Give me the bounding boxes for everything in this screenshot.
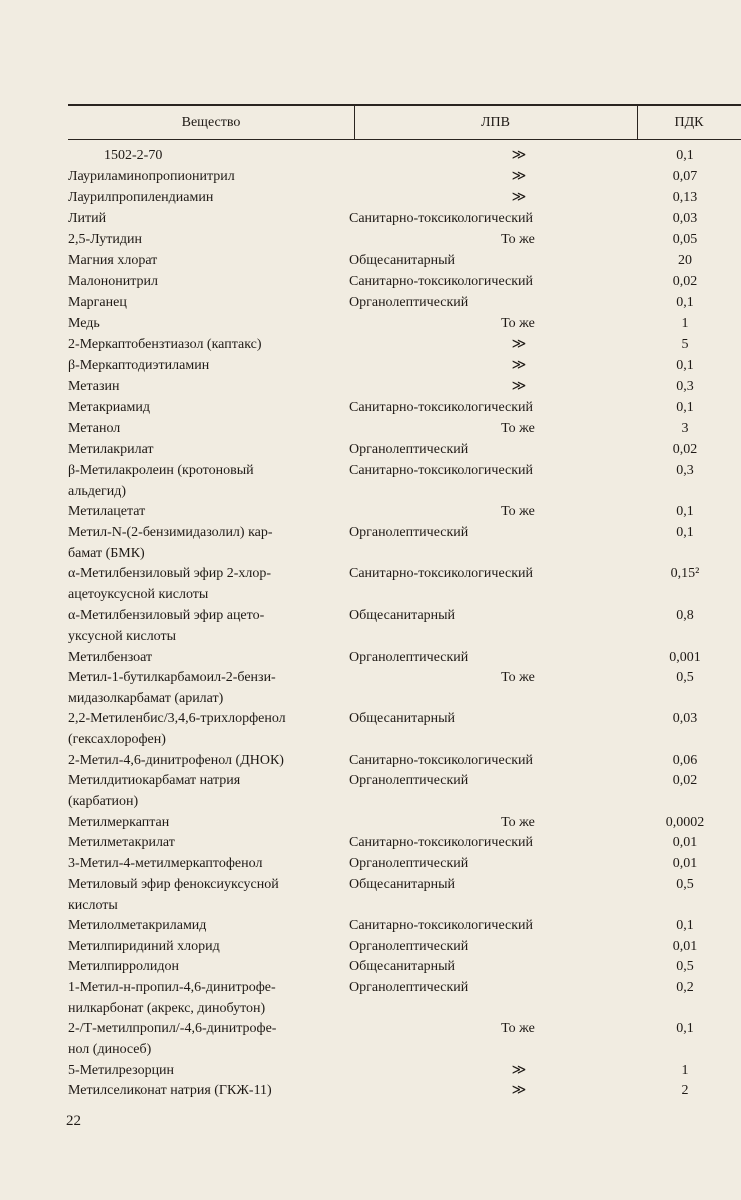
lpv-value: Органолептический (349, 773, 469, 788)
substance-name: Медь (68, 316, 100, 331)
substance-name: мидазолкарбамат (арилат) (68, 691, 224, 706)
pdk-value: 0,001 (669, 650, 701, 665)
substance-name: Метанол (68, 421, 121, 436)
lpv-value: Общесанитарный (349, 959, 456, 974)
lpv-value: ≫ (511, 1083, 527, 1098)
pdk-value: 0,01 (672, 835, 698, 850)
lpv-value: Санитарно-токсикологический (349, 566, 534, 581)
lpv-value: То же (501, 504, 535, 519)
pdk-value: 0,3 (676, 463, 694, 478)
substance-name: Лауриламинопропионитрил (68, 169, 235, 184)
substance-name: Метилселиконат натрия (ГКЖ-11) (68, 1083, 272, 1098)
lpv-value: Органолептический (349, 295, 469, 310)
column-header-lpv: ЛПВ (354, 106, 638, 139)
substance-name: Метилпиридиний хлорид (68, 939, 220, 954)
pdk-value: 0,03 (672, 211, 698, 226)
substance-name: Метилмеркаптан (68, 815, 170, 830)
lpv-value: То же (501, 815, 535, 830)
substance-name: альдегид) (68, 484, 127, 499)
pdk-value: 5 (681, 337, 689, 352)
substance-name: Метилацетат (68, 504, 146, 519)
pdk-value: 0,1 (676, 1021, 694, 1036)
substance-name: Метакриамид (68, 400, 150, 415)
substance-name: бамат (БМК) (68, 546, 145, 561)
lpv-value: Санитарно-токсикологический (349, 753, 534, 768)
lpv-value: То же (501, 1021, 535, 1036)
substance-name: 3-Метил-4-метилмеркаптофенол (68, 856, 263, 871)
pdk-value: 0,02 (672, 274, 698, 289)
pdk-value: 0,8 (676, 608, 694, 623)
pdk-value: 0,03 (672, 711, 698, 726)
substance-name: Метилбензоат (68, 650, 153, 665)
lpv-value: Органолептический (349, 980, 469, 995)
pdk-value: 0,3 (676, 379, 694, 394)
lpv-value: Санитарно-токсикологический (349, 211, 534, 226)
pdk-value: 0,1 (676, 400, 694, 415)
pdk-value: 0,1 (676, 525, 694, 540)
substance-name: 1502-2-70 (104, 148, 163, 163)
substance-name: (гексахлорофен) (68, 732, 166, 747)
substance-name: ацетоуксусной кислоты (68, 587, 209, 602)
substance-name: 5-Метилрезорцин (68, 1063, 175, 1078)
substance-name: 2,2-Метиленбис/3,4,6-трихлорфенол (68, 711, 286, 726)
substance-name: Метилолметакриламид (68, 918, 207, 933)
pdk-value: 0,1 (676, 295, 694, 310)
pdk-value: 20 (678, 253, 692, 268)
lpv-value: ≫ (511, 190, 527, 205)
substance-name: Метилметакрилат (68, 835, 175, 850)
column-header-substance: Вещество (68, 106, 355, 139)
lpv-value: ≫ (511, 337, 527, 352)
lpv-value: ≫ (511, 148, 527, 163)
substance-name: α-Метилбензиловый эфир ацето- (68, 608, 265, 623)
substance-name: Магния хлорат (68, 253, 158, 268)
lpv-value: Органолептический (349, 856, 469, 871)
substance-name: нилкарбонат (акрекс, динобутон) (68, 1001, 266, 1016)
substance-name: 2-/Т-метилпропил/-4,6-динитрофе- (68, 1021, 277, 1036)
substance-name: 2-Меркаптобензтиазол (каптакс) (68, 337, 262, 352)
lpv-value: То же (501, 670, 535, 685)
substance-name: Метиловый эфир феноксиуксусной (68, 877, 279, 892)
substance-name: 2-Метил-4,6-динитрофенол (ДНОК) (68, 753, 284, 768)
substance-name: α-Метилбензиловый эфир 2-хлор- (68, 566, 272, 581)
lpv-value: Органолептический (349, 525, 469, 540)
lpv-value: Санитарно-токсикологический (349, 463, 534, 478)
pdk-value: 0,1 (676, 358, 694, 373)
pdk-value: 0,05 (672, 232, 698, 247)
lpv-value: Органолептический (349, 939, 469, 954)
lpv-value: ≫ (511, 379, 527, 394)
substance-name: 2,5-Лутидин (68, 232, 143, 247)
pdk-value: 0,01 (672, 856, 698, 871)
substance-name: Лаурилпропилендиамин (68, 190, 214, 205)
column-header-pdk: ПДК (674, 114, 704, 130)
lpv-value: Санитарно-токсикологический (349, 274, 534, 289)
pdk-value: 0,15² (670, 566, 700, 581)
pdk-value: 1 (681, 1063, 689, 1078)
pdk-value: 0,1 (676, 918, 694, 933)
substance-name: Малононитрил (68, 274, 159, 289)
substance-name: Метилакрилат (68, 442, 154, 457)
pdk-value: 1 (681, 316, 689, 331)
lpv-value: То же (501, 232, 535, 247)
pdk-value: 0,02 (672, 773, 698, 788)
substance-name: Марганец (68, 295, 127, 310)
lpv-value: То же (501, 421, 535, 436)
lpv-value: Общесанитарный (349, 877, 456, 892)
lpv-value: Санитарно-токсикологический (349, 400, 534, 415)
substance-name: 1-Метил-н-пропил-4,6-динитрофе- (68, 980, 276, 995)
pdk-value: 0,2 (676, 980, 694, 995)
pdk-value: 2 (681, 1083, 689, 1098)
substance-name: Метазин (68, 379, 120, 394)
substance-name: Метил-N-(2-бензимидазолил) кар- (68, 525, 273, 540)
lpv-value: ≫ (511, 358, 527, 373)
pdk-value: 0,02 (672, 442, 698, 457)
lpv-value: Органолептический (349, 442, 469, 457)
pdk-value: 0,13 (672, 190, 698, 205)
lpv-value: Органолептический (349, 650, 469, 665)
substance-name: Метил-1-бутилкарбамоил-2-бензи- (68, 670, 276, 685)
page-number: 22 (66, 1113, 81, 1129)
substance-name: нол (диносеб) (68, 1042, 152, 1057)
lpv-value: Общесанитарный (349, 711, 456, 726)
pdk-value: 0,06 (672, 753, 698, 768)
substance-name: Метилпирролидон (68, 959, 179, 974)
substance-name: уксусной кислоты (68, 629, 177, 644)
pdk-value: 3 (681, 421, 689, 436)
substance-name: Литий (68, 211, 107, 226)
lpv-value: Общесанитарный (349, 253, 456, 268)
pdk-value: 0,1 (676, 148, 694, 163)
substance-name: β-Метилакролеин (кротоновый (68, 463, 254, 478)
table-header (68, 104, 741, 140)
pdk-value: 0,5 (676, 670, 694, 685)
substance-name: Метилдитиокарбамат натрия (68, 773, 241, 788)
pdk-value: 0,5 (676, 959, 694, 974)
pdk-value: 0,1 (676, 504, 694, 519)
lpv-value: То же (501, 316, 535, 331)
pdk-value: 0,01 (672, 939, 698, 954)
lpv-value: ≫ (511, 1063, 527, 1078)
lpv-value: ≫ (511, 169, 527, 184)
lpv-value: Санитарно-токсикологический (349, 835, 534, 850)
lpv-value: Санитарно-токсикологический (349, 918, 534, 933)
substance-name: кислоты (68, 898, 118, 913)
substance-name: β-Меркаптодиэтиламин (68, 358, 210, 373)
substance-name: (карбатион) (68, 794, 139, 809)
lpv-value: Общесанитарный (349, 608, 456, 623)
pdk-value: 0,07 (672, 169, 698, 184)
pdk-value: 0,5 (676, 877, 694, 892)
pdk-value: 0,0002 (665, 815, 705, 830)
